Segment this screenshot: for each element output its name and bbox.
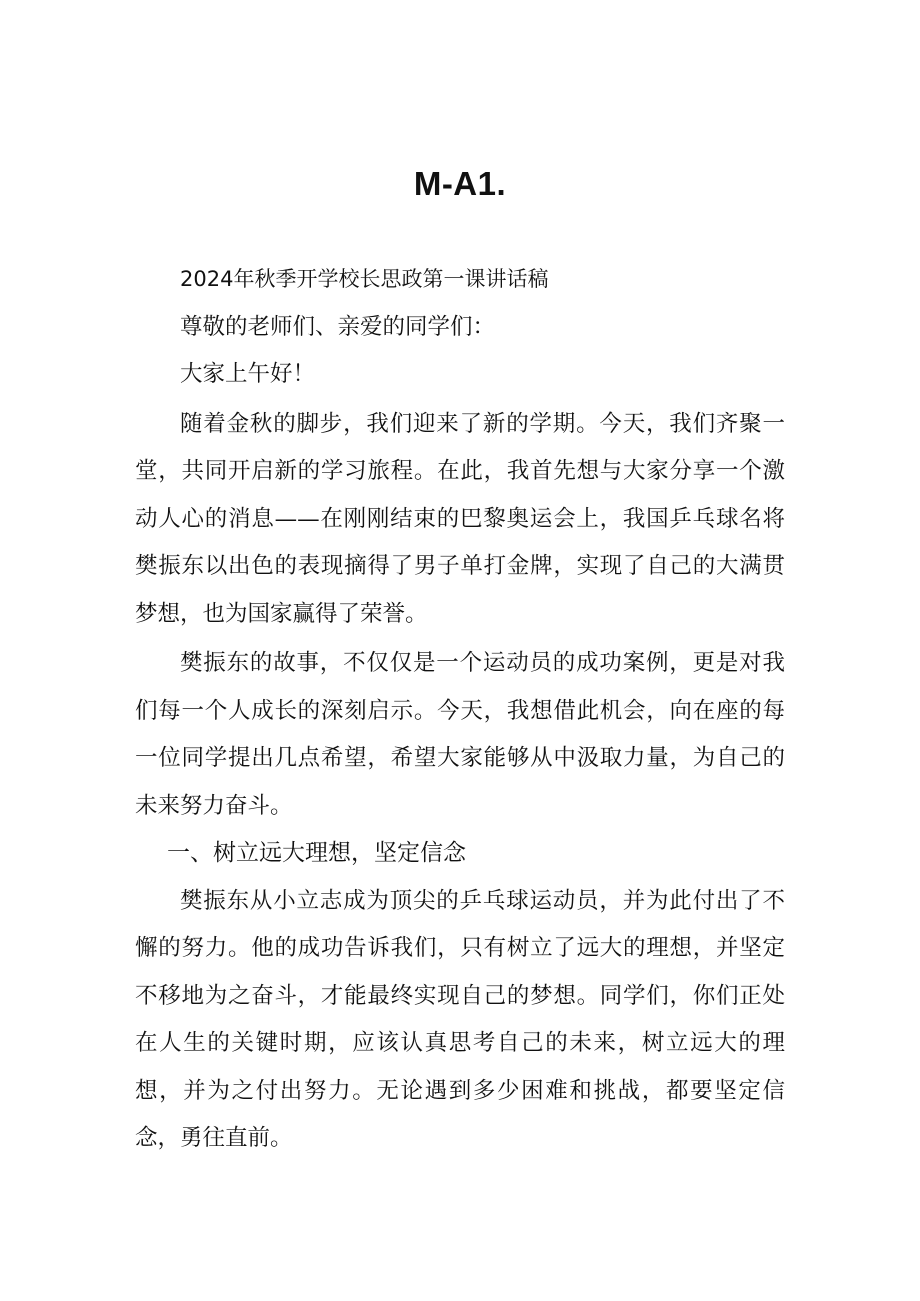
document-body [135, 256, 785, 1163]
document-id: M-A1. [413, 165, 507, 202]
paragraph-intro: 随着金秋的脚步，我们迎来了新的学期。今天，我们齐聚一堂，共同开启新的学习旅程。在此，我首先想与大家分享一个激动人心的消息——在刚刚结束的巴黎奥运会上，我国乒乓球名将樊振东以出色的表现摘得了男子单打金牌，实现了自己的大满贯梦想，也为国家赢得了荣誉。 [135, 410, 785, 627]
greeting: 大家上午好！ [180, 361, 316, 387]
salutation: 尊敬的老师们、亲爱的同学们： [180, 313, 496, 340]
paragraph-inspiration: 樊振东的故事，不仅仅是一个运动员的成功案例，更是对我们每一个人成长的深刻启示。今天，我想借此机会，向在座的每一位同学提出几点希望，希望大家能够从中汲取力量，为自己的未来努力奋斗。 [135, 650, 785, 819]
section-paragraph: 樊振东从小立志成为顶尖的乒乓球运动员，并为此付出了不懈的努力。他的成功告诉我们，只有树立了远大的理想，并坚定不移地为之奋斗，才能最终实现自己的梦想。同学们，你们正处在人生的关键时期，应该认真思考自己的未来，树立远大的理想，并为之付出努力。无论遇到多少困难和挑战，都要坚定信念，勇往直前。 [135, 887, 785, 1151]
speech-title: 2024年秋季开学校长思政第一课讲话稿 [180, 267, 549, 291]
section-heading: 一、树立远大理想，坚定信念 [167, 840, 466, 866]
